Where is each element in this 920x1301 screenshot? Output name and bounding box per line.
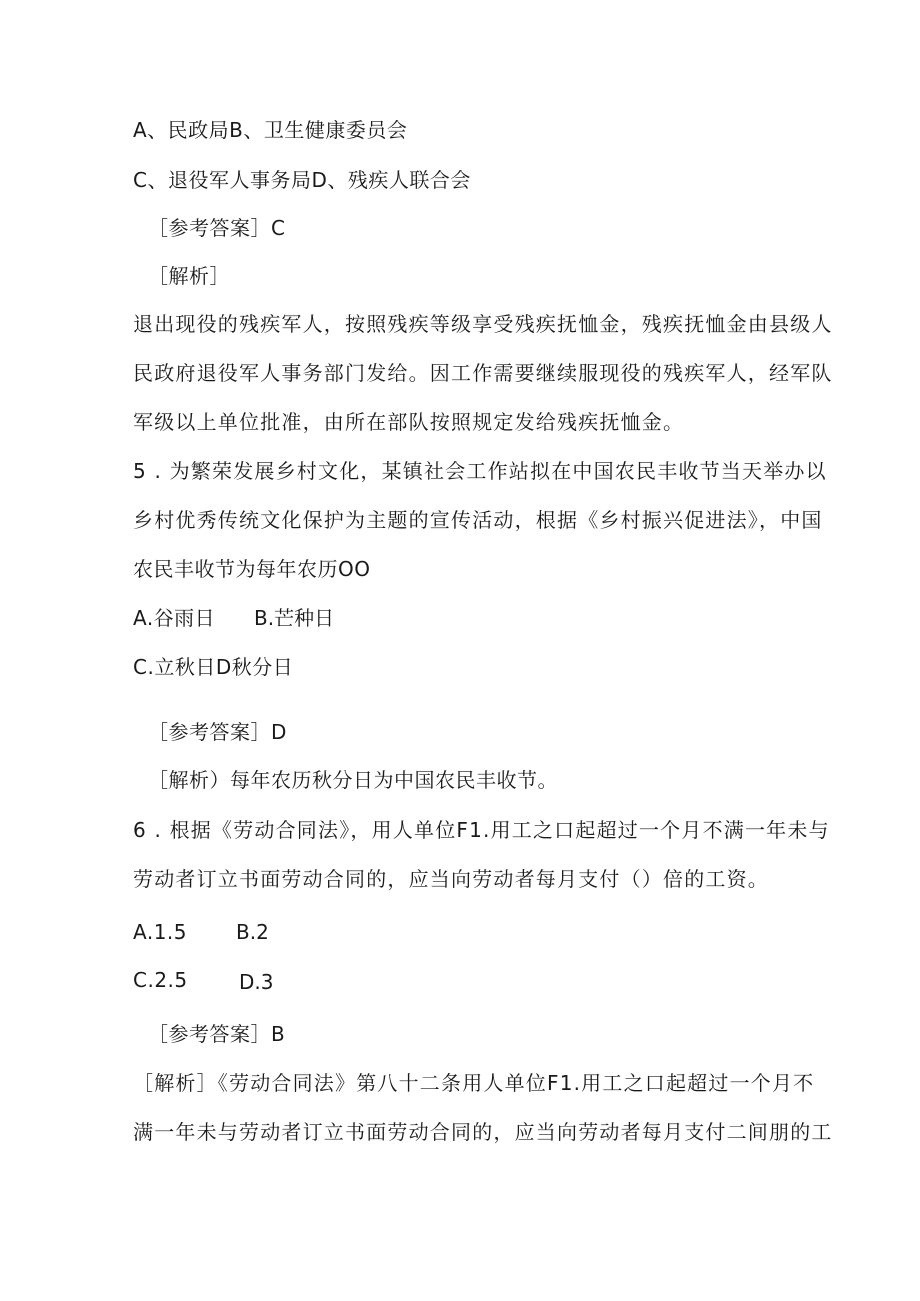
q6-analysis-line1: ［解析］《劳动合同法》第八十二条用人单位F1.用工之口起超过一个月不	[133, 1071, 815, 1095]
q5-option-b: B.芒种日	[254, 606, 335, 630]
q5-question-line1: 5 . 为繁荣发展乡村文化，某镇社会工作站拟在中国农民丰收节当天举办以	[133, 459, 827, 483]
q4-options-line2: C、退役军人事务局D、残疾人联合会	[133, 168, 471, 192]
q4-options-line1: A、民政局B、卫生健康委员会	[133, 118, 408, 142]
q5-question-line3: 农民丰收节为每年农历OO	[133, 557, 371, 581]
q6-option-c: C.2.5	[133, 968, 188, 992]
q6-option-b: B.2	[236, 920, 269, 944]
q4-analysis-line1: 退出现役的残疾军人，按照残疾等级享受残疾抚恤金，残疾抚恤金由县级人	[133, 312, 833, 336]
q5-analysis: ［解析）每年农历秋分日为中国农民丰收节。	[148, 768, 558, 792]
q4-analysis-line2: 民政府退役军人事务部门发给。因工作需要继续服现役的残疾军人，经军队	[133, 361, 833, 385]
q4-analysis-label: ［解析］	[148, 264, 230, 288]
q5-answer: ［参考答案］D	[148, 720, 287, 744]
q6-option-d: D.3	[239, 970, 274, 994]
q5-option-a: A.谷雨日	[133, 606, 216, 630]
q6-question-line2: 劳动者订立书面劳动合同的，应当向劳动者每月支付（）倍的工资。	[133, 867, 769, 891]
q6-analysis-line2: 满一年未与劳动者订立书面劳动合同的，应当向劳动者每月支付二间朋的工	[133, 1120, 833, 1144]
q6-option-a: A.1.5	[133, 920, 187, 944]
q4-answer: ［参考答案］C	[148, 216, 286, 240]
q6-question-line1: 6 . 根据《劳动合同法》，用人单位F1.用工之口起超过一个月不满一年未与	[133, 818, 830, 842]
q5-options-line2: C.立秋日D秋分日	[133, 655, 294, 679]
q6-answer: ［参考答案］B	[148, 1022, 286, 1046]
q5-question-line2: 乡村优秀传统文化保护为主题的宣传活动，根据《乡村振兴促进法》，中国	[133, 508, 823, 532]
q4-analysis-line3: 军级以上单位批准，由所在部队按照规定发给残疾抚恤金。	[133, 410, 685, 434]
